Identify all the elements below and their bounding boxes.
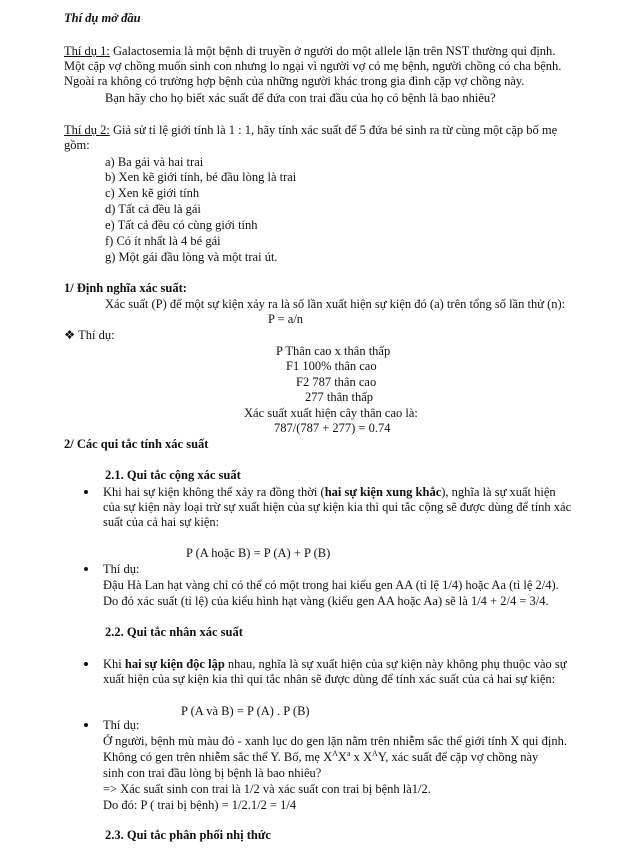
- rule-2-2-example-line-3: sinh con trai đầu lòng bị bệnh là bao nhiêu?: [103, 766, 322, 780]
- rule-2-3-title: 2.3. Qui tắc phân phối nhị thức: [105, 828, 271, 842]
- example-1-line-3: Ngoài ra không có trường hợp bệnh của những người khác trong gia đình cặp vợ chồng này.: [64, 74, 525, 88]
- addition-formula: P (A hoặc B) = P (A) + P (B): [186, 546, 331, 560]
- example-2-item: g) Một gái đầu lòng và một trai út.: [105, 250, 278, 264]
- rule-2-1-line-2: của sự kiện này loại trừ sự xuất hiện của sự kiện kia thì qui tắc cộng sẽ được dùng để tính xác: [103, 500, 572, 514]
- rule-2-2-example-line-1: Ở người, bệnh mù màu đỏ - xanh lục do gen lặn nằm trên nhiễm sắc thể giới tính X qui định.: [103, 734, 568, 748]
- rule-2-1-line-3: suất của cả hai sự kiện:: [103, 515, 220, 529]
- example-2-item: d) Tất cả đều là gái: [105, 202, 201, 216]
- rule-2-2-title: 2.2. Qui tắc nhân xác suất: [105, 625, 243, 639]
- example-2-text: Giả sử tỉ lệ giới tính là 1 : 1, hãy tính xác suất để 5 đứa bé sinh ra từ cùng một cặp bố mẹ: [109, 123, 558, 137]
- rule-2-1-text-a: Khi hai sự kiện không thể xảy ra đồng thời (: [103, 485, 325, 499]
- allele-superscript: A: [332, 748, 338, 758]
- independent-events-term: hai sự kiện độc lập: [124, 657, 225, 671]
- rule-2-2-example-line-5: Do đó: P ( trai bị bệnh) = 1/2.1/2 = 1/4: [103, 798, 297, 812]
- example-2-item: a) Ba gái và hai trai: [105, 155, 204, 169]
- multiplication-formula: P (A và B) = P (A) . P (B): [181, 704, 310, 718]
- rule-2-1-title: 2.1. Qui tắc cộng xác suất: [105, 468, 241, 482]
- rule-2-1-text-c: ), nghĩa là sự xuất hiện: [441, 485, 556, 499]
- genotype-text-b: X: [337, 750, 347, 764]
- genotype-text-d: Y, xác suất để cặp vợ chồng này: [377, 750, 539, 764]
- bullet-icon: [84, 662, 88, 666]
- allele-superscript: A: [372, 748, 378, 758]
- rule-2-2-example-line-2: [103, 750, 538, 764]
- example-2-item: f) Có ít nhất là 4 bé gái: [105, 234, 221, 248]
- example-label: Thí dụ:: [78, 328, 115, 342]
- calculation-line: 787/(787 + 277) = 0.74: [274, 421, 391, 435]
- f2-short-line: 277 thân thấp: [305, 390, 374, 404]
- example-2-item: b) Xen kẽ giới tính, bé đầu lòng là trai: [105, 170, 297, 184]
- allele-superscript: a: [346, 748, 351, 758]
- example-2-line-1: [64, 123, 557, 137]
- section-2-title: 2/ Các qui tắc tính xác suất: [64, 437, 209, 451]
- genotype-text-c: x X: [350, 750, 373, 764]
- rule-2-1-example-label: Thí dụ:: [103, 562, 140, 576]
- probability-formula: P = a/n: [268, 312, 304, 326]
- example-2-line-2: gồm:: [64, 138, 90, 152]
- section-1-title: 1/ Định nghĩa xác suất:: [64, 281, 187, 295]
- genotype-text-a: Không có gen trên nhiễm sắc thể Y. Bố, mẹ X: [103, 750, 333, 764]
- bullet-icon: [84, 723, 88, 727]
- question-line: Xác suất xuất hiện cây thân cao là:: [244, 406, 418, 420]
- rule-2-1-line-1: [103, 485, 556, 499]
- example-heading: [64, 328, 115, 342]
- example-2-label: Thí dụ 2:: [64, 123, 110, 137]
- bullet-icon: [84, 490, 88, 494]
- f2-line: F2 787 thân cao: [296, 375, 377, 389]
- bullet-icon: [84, 567, 88, 571]
- example-2-item: c) Xen kẽ giới tính: [105, 186, 200, 200]
- rule-2-2-line-2: xuất hiện của sự kiện kia thì qui tắc nhân sẽ được dùng để tính xác suất của cả hai sự kiện:: [103, 672, 556, 686]
- rule-2-2-text-a: Khi: [103, 657, 125, 671]
- rule-2-1-example-line-2: Do đó xác suất (tỉ lệ) của kiểu hình hạt vàng (kiểu gen AA hoặc Aa) sẽ là 1/4 + 2/4 = 3/4.: [103, 594, 549, 608]
- diamond-bullet-icon: ❖: [64, 328, 76, 342]
- rule-2-2-text-c: nhau, nghĩa là sự xuất hiện của sự kiện này không phụ thuộc vào sự: [224, 657, 567, 671]
- page-heading: Thí dụ mở đầu: [64, 11, 141, 25]
- example-2-item: e) Tất cả đều có cùng giới tính: [105, 218, 258, 232]
- rule-2-2-example-label: Thí dụ:: [103, 718, 140, 732]
- example-1-label: Thí dụ 1:: [64, 44, 110, 58]
- mutually-exclusive-term: hai sự kiện xung khắc: [324, 485, 442, 499]
- rule-2-1-example-line-1: Đậu Hà Lan hạt vàng chỉ có thể có một trong hai kiểu gen AA (tỉ lệ 1/4) hoặc Aa (tỉ lệ 2/4).: [103, 578, 559, 592]
- example-1-text: Galactosemia là một bệnh di truyền ở người do một allele lặn trên NST thường qui định.: [109, 44, 556, 58]
- f1-line: F1 100% thân cao: [286, 359, 377, 373]
- rule-2-2-line-1: [103, 657, 567, 671]
- example-1-line-4: Bạn hãy cho họ biết xác suất để đứa con trai đầu của họ có bệnh là bao nhiêu?: [105, 91, 496, 105]
- rule-2-2-example-line-4: => Xác suất sinh con trai là 1/2 và xác suất con trai bị bệnh là1/2.: [103, 782, 431, 796]
- cross-line: P Thân cao x thân thấp: [276, 344, 391, 358]
- example-1-line-1: [64, 44, 555, 58]
- probability-definition: Xác suất (P) để một sự kiện xảy ra là số lần xuất hiện sự kiện đó (a) trên tổng số lần thử (n):: [105, 297, 566, 311]
- example-1-line-2: Một cặp vợ chồng muốn sinh con nhưng lo ngại vì người vợ có mẹ bệnh, người chồng có cha bệnh.: [64, 59, 562, 73]
